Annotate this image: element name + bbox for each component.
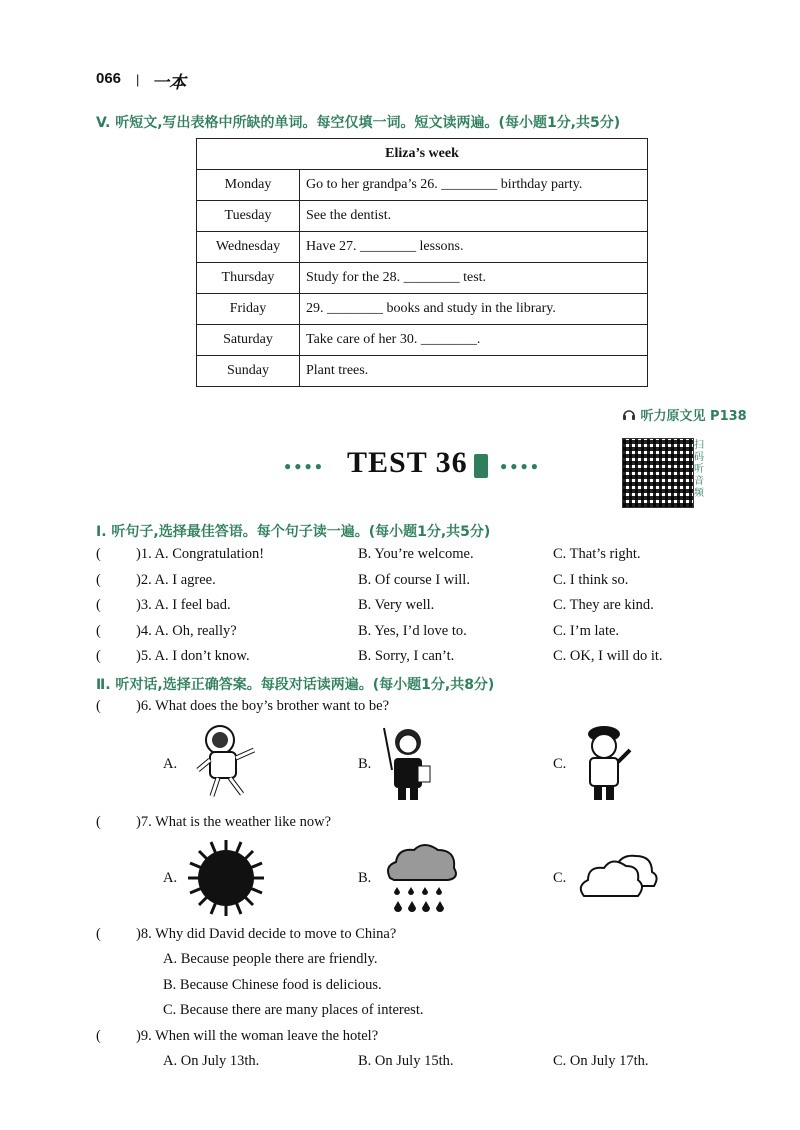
question-2-b: B. Of course I will.	[358, 572, 470, 588]
question-4-b: B. Yes, I’d love to.	[358, 623, 467, 639]
table-row: Sunday Plant trees.	[197, 356, 648, 387]
teacher-icon	[378, 726, 438, 802]
table-row: Thursday Study for the 28. ________ test.	[197, 263, 648, 294]
qr-code[interactable]	[622, 438, 694, 508]
option-a-label: A.	[163, 756, 178, 772]
table-row: Wednesday Have 27. ________ lessons.	[197, 232, 648, 263]
sun-icon	[186, 838, 266, 918]
question-5-c: C. OK, I will do it.	[553, 648, 663, 664]
table-row: Tuesday See the dentist.	[197, 201, 648, 232]
answer-paren: (	[96, 597, 101, 613]
question-1-c: C. That’s right.	[553, 546, 641, 562]
question-8-b: B. Because Chinese food is delicious.	[163, 977, 382, 993]
table-title: Eliza’s week	[197, 139, 648, 170]
option-c-label: C.	[553, 870, 567, 886]
qr-label: 扫码听音频	[694, 440, 704, 499]
table-row: Friday 29. ________ books and study in the library.	[197, 294, 648, 325]
question-4-c: C. I’m late.	[553, 623, 620, 639]
question-4-a: )4. A. Oh, really?	[136, 623, 237, 639]
question-3-c: C. They are kind.	[553, 597, 654, 613]
question-2-c: C. I think so.	[553, 572, 629, 588]
question-9-b: B. On July 15th.	[358, 1053, 454, 1069]
question-8: )8. Why did David decide to move to China?	[136, 926, 397, 942]
option-b-label: B.	[358, 870, 372, 886]
section-2-title: Ⅱ. 听对话,选择正确答案。每段对话读两遍。(每小题1分,共8分)	[96, 677, 495, 693]
elizas-week-table	[196, 138, 648, 387]
answer-paren: (	[96, 926, 101, 942]
question-5-a: )5. A. I don’t know.	[136, 648, 250, 664]
question-1-b: B. You’re welcome.	[358, 546, 474, 562]
answer-paren: (	[96, 698, 101, 714]
question-9-c: C. On July 17th.	[553, 1053, 649, 1069]
brand-logo: 一本	[152, 73, 186, 93]
answer-paren: (	[96, 814, 101, 830]
question-6: )6. What does the boy’s brother want to be?	[136, 698, 390, 714]
option-a-label: A.	[163, 870, 178, 886]
option-c-label: C.	[553, 756, 567, 772]
answer-paren: (	[96, 648, 101, 664]
answer-paren: (	[96, 1028, 101, 1044]
question-8-a: A. Because people there are friendly.	[163, 951, 378, 967]
question-9: )9. When will the woman leave the hotel?	[136, 1028, 379, 1044]
section-5-title: V. 听短文,写出表格中所缺的单词。每空仅填一词。短文读两遍。(每小题1分,共5分)	[96, 115, 621, 131]
header-separator: |	[136, 72, 140, 87]
question-1-a: )1. A. Congratulation!	[136, 546, 265, 562]
test-title: TEST 36	[347, 446, 468, 479]
decor-dots-left: ●●●●	[284, 459, 325, 473]
decor-dots-right: ●●●●	[500, 459, 541, 473]
answer-paren: (	[96, 572, 101, 588]
question-5-b: B. Sorry, I can’t.	[358, 648, 455, 664]
section-1-title: Ⅰ. 听句子,选择最佳答语。每个句子读一遍。(每小题1分,共5分)	[96, 524, 491, 540]
rain-cloud-icon	[380, 838, 462, 918]
answer-paren: (	[96, 623, 101, 639]
question-2-a: )2. A. I agree.	[136, 572, 216, 588]
question-7: )7. What is the weather like now?	[136, 814, 332, 830]
question-3-a: )3. A. I feel bad.	[136, 597, 231, 613]
answer-paren: (	[96, 546, 101, 562]
cloudy-icon	[576, 848, 660, 904]
test-badge-icon	[474, 454, 488, 478]
question-8-c: C. Because there are many places of interest.	[163, 1002, 424, 1018]
question-3-b: B. Very well.	[358, 597, 435, 613]
question-9-a: A. On July 13th.	[163, 1053, 260, 1069]
page-number: 066	[96, 70, 122, 87]
table-row: Saturday Take care of her 30. ________.	[197, 325, 648, 356]
astronaut-icon	[192, 722, 264, 800]
audio-transcript-note: 听力原文见 P138	[622, 405, 747, 424]
table-row: Monday Go to her grandpa’s 26. ________ birthday party.	[197, 170, 648, 201]
option-b-label: B.	[358, 756, 372, 772]
policeman-icon	[574, 722, 634, 802]
headphones-icon	[622, 408, 636, 421]
